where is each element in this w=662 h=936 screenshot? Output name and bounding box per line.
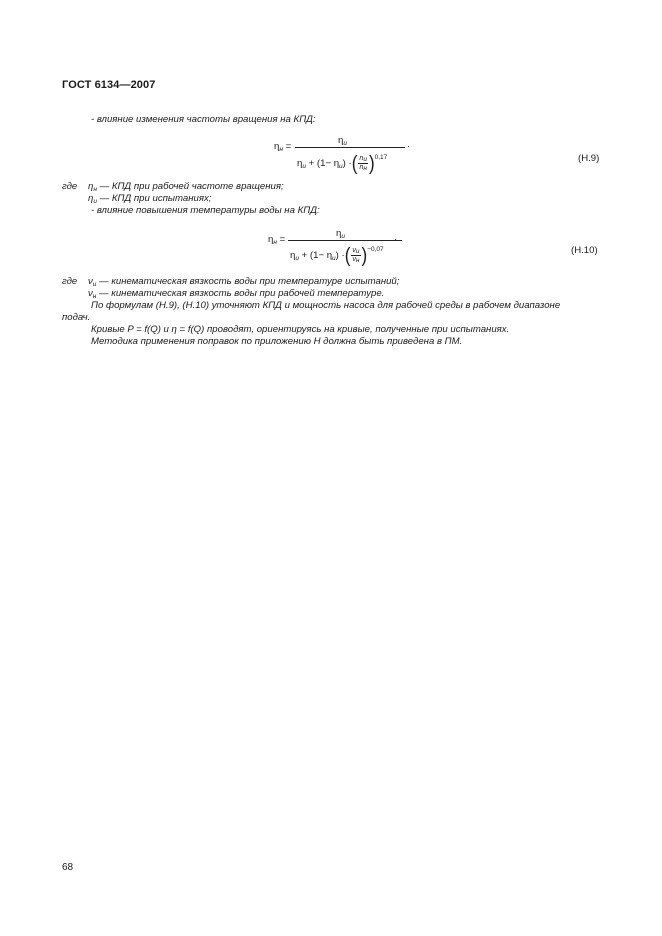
- where1-line1: $\eta_н$ — КПД при рабочей частоте вращения;: [88, 181, 284, 193]
- equation-h10: $\eta_н$ = $\eta_и$ $\eta_и + (1- \eta_и)$ ·( $\frac{\nu и}{\nu н}$ )$^{-0,07}$ ·: [268, 228, 418, 268]
- eq10-lhs: η: [268, 234, 274, 245]
- eq9-lhs: η: [274, 141, 280, 152]
- page-number: 68: [62, 862, 74, 873]
- where1-line2: $\eta_и$ — КПД при испытаниях;: [88, 193, 212, 205]
- eq9-speed-ratio: $\frac{nи}{nн}$: [359, 155, 367, 172]
- intro-temperature: - влияние повышения температуры воды на КПД:: [91, 205, 320, 216]
- intro-speed: - влияние изменения частоты вращения на КПД:: [91, 114, 316, 125]
- equation-number-h9: (Н.9): [578, 153, 600, 164]
- paragraph-formulas-cont: подач.: [62, 312, 91, 323]
- eq9-numerator: $\eta_и$: [338, 135, 347, 147]
- paragraph-curves: Кривые P = f(Q) и η = f(Q) проводят, ориентируясь на кривые, полученные при испытаниях.: [91, 324, 510, 335]
- paragraph-method: Методика применения поправок по приложению Н должна быть приведена в ПМ.: [91, 336, 463, 347]
- eq10-exponent: −0,07: [367, 246, 384, 254]
- where2-gde: где: [62, 276, 78, 287]
- eq9-denominator: $\eta_и + (1- \eta_и)$ ·( $\frac{nи}{nн}$ )$^{0,17}$: [297, 151, 388, 175]
- where2-line2: $\nu_н$ — кинематическая вязкость воды при рабочей температуре.: [88, 288, 385, 300]
- eq10-viscosity-ratio: $\frac{\nu и}{\nu н}$: [352, 247, 360, 264]
- eq9-exponent: 0,17: [374, 154, 388, 162]
- eq10-denominator: $\eta_и + (1- \eta_и)$ ·( $\frac{\nu и}{\nu н}$ )$^{-0,07}$: [290, 243, 384, 267]
- equation-h9: $\eta_н$ = $\eta_и$ $\eta_и + (1- \eta_и)$ ·( $\frac{nи}{nн}$ )$^{0,17}$ ·: [274, 135, 411, 175]
- where1-gde: где: [62, 181, 78, 192]
- document-header: ГОСТ 6134—2007: [62, 79, 156, 91]
- eq9-fraction-bar: [295, 147, 405, 148]
- equation-number-h10: (Н.10): [571, 245, 598, 256]
- eq10-fraction-bar: [288, 240, 402, 241]
- where2-line1: $\nu_и$ — кинематическая вязкость воды при температуре испытаний;: [88, 276, 400, 288]
- paragraph-formulas: По формулам (Н.9), (Н.10) уточняют КПД и мощность насоса для рабочей среды в рабочем диапазоне: [91, 300, 561, 311]
- eq10-numerator: $\eta_и$: [336, 228, 345, 240]
